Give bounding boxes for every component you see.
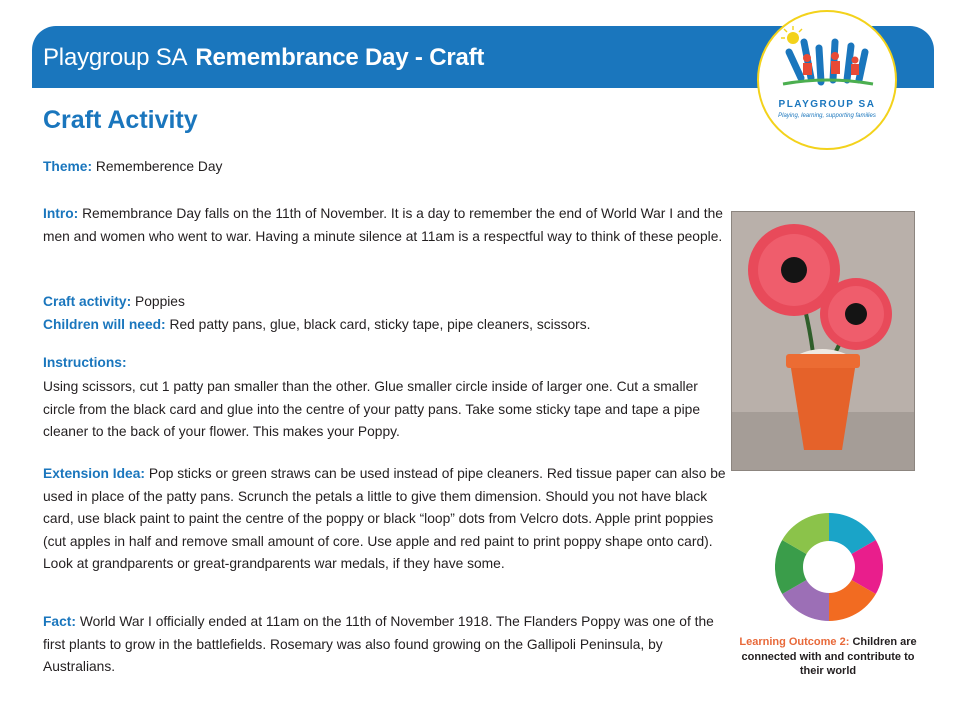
- poppy-pot-illustration: [732, 212, 914, 470]
- extension-label: Extension Idea:: [43, 466, 145, 481]
- learning-outcome-label: Learning Outcome 2:: [739, 636, 850, 648]
- poppy-craft-photo: [731, 211, 915, 471]
- playgroup-logo: [757, 10, 897, 150]
- needs-text: Red patty pans, glue, black card, sticky tape, pipe cleaners, scissors.: [169, 317, 591, 332]
- instructions-label: Instructions:: [43, 355, 127, 370]
- fact-text: World War I officially ended at 11am on the 11th of November 1918. The Flanders Poppy was one of the first plants to grow in the battlefields. Rosemary was also found growing on the Gallipoli Peninsula, by Australians.: [43, 614, 714, 674]
- craft-line: [43, 291, 733, 314]
- outcomes-wheel-icon: [775, 513, 883, 621]
- intro-paragraph: [43, 203, 733, 248]
- craft-text: Poppies: [135, 294, 185, 309]
- instructions-paragraph: [43, 376, 733, 444]
- instructions-text: Using scissors, cut 1 patty pan smaller than the other. Glue smaller circle inside of larger one. Cut a smaller circle from the black card and glue into the centre of your patty pans. Take some sticky tape and tape a pipe cleaner to the back of your flower. This makes your Poppy.: [43, 379, 701, 439]
- logo-tagline: Playing, learning, supporting families: [778, 113, 876, 119]
- header-org: Playgroup SA: [43, 44, 188, 71]
- page-title: Craft Activity: [43, 106, 198, 134]
- header-title: [43, 44, 484, 72]
- header-topic: Remembrance Day - Craft: [195, 44, 485, 71]
- learning-outcome-caption: [733, 635, 923, 679]
- fact-paragraph: [43, 611, 733, 679]
- needs-label: Children will need:: [43, 317, 166, 332]
- theme-label: Theme:: [43, 159, 93, 174]
- fact-label: Fact:: [43, 614, 76, 629]
- logo-name: PLAYGROUP SA: [778, 99, 876, 110]
- learning-outcome-text: Children are connected with and contribute to their world: [741, 636, 917, 677]
- extension-text: Pop sticks or green straws can be used instead of pipe cleaners. Red tissue paper can also be used in place of the patty pans. Scrunch the petals a little to give them dimension. Should you not have black card, use black paint to paint the centre of the poppy or black “loop” dots from Velcro dots. Apple print poppies (cut apples in half and remove small amount of core. Use apple and red paint to print poppy shape onto card). Look at grandparents or great-grandparents war medals, if they have some.: [43, 466, 726, 571]
- theme-line: [43, 156, 733, 179]
- intro-label: Intro:: [43, 206, 79, 221]
- needs-line: [43, 314, 733, 337]
- intro-text: Remembrance Day falls on the 11th of November. It is a day to remember the end of World War I and the men and women who went to war. Having a minute silence at 11am is a respectful way to think of these people.: [43, 206, 723, 244]
- learning-outcomes-wheel: [775, 513, 883, 621]
- extension-paragraph: [43, 463, 733, 576]
- theme-text: Rememberence Day: [95, 159, 223, 174]
- craft-label: Craft activity:: [43, 294, 132, 309]
- instructions-heading: [43, 352, 733, 375]
